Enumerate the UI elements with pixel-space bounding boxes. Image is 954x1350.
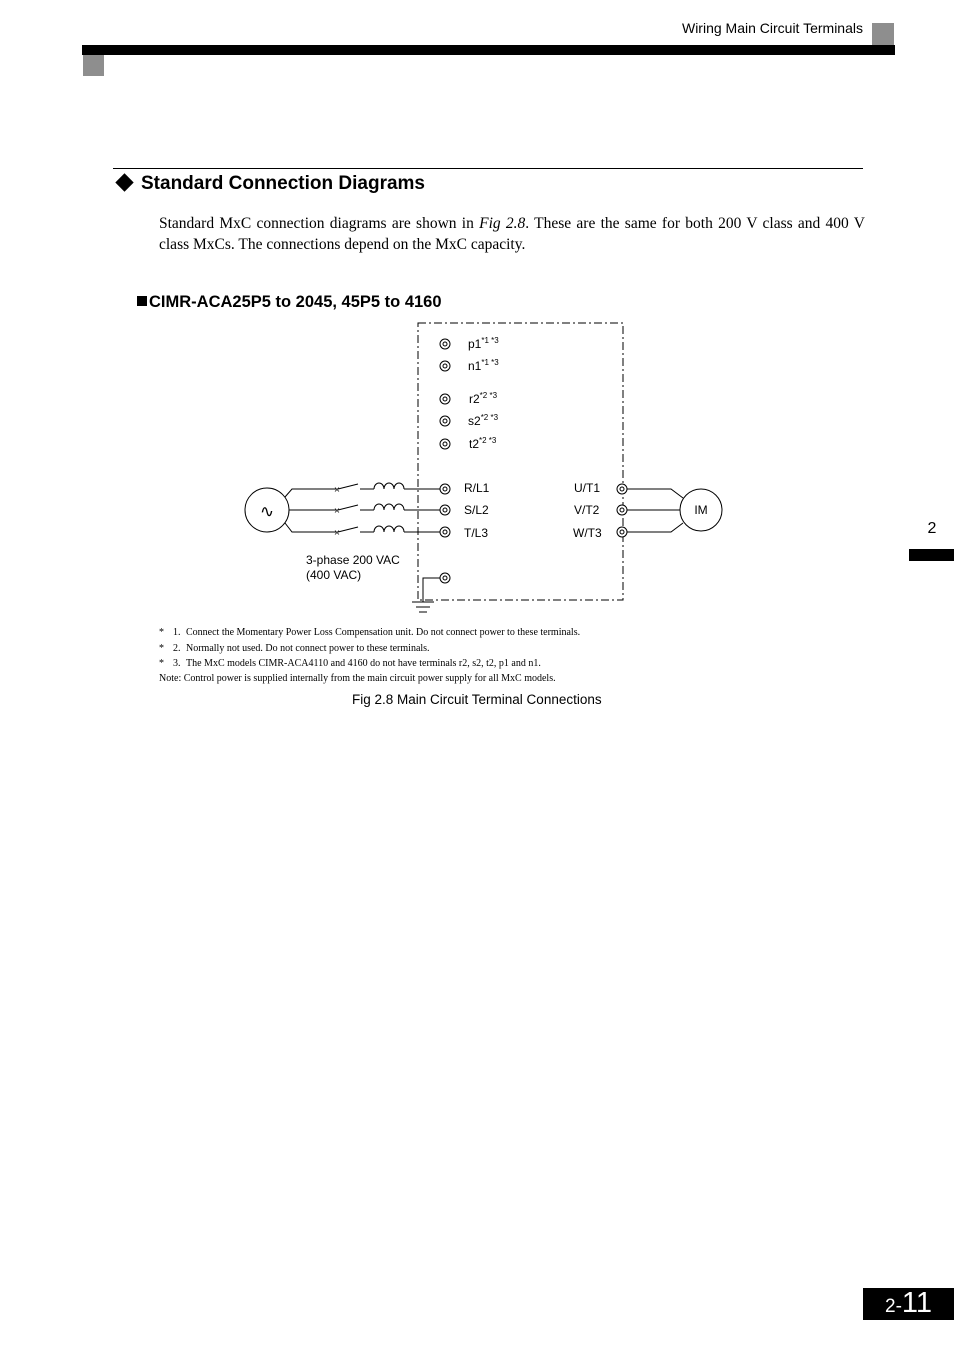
terminal-vt2-icon [617, 505, 627, 515]
page-number: 2-11 [885, 1287, 933, 1319]
ac-supply [245, 488, 289, 532]
figure-reference-link[interactable]: Fig 2.8 [479, 215, 526, 232]
terminal-sl2-label: S/L2 [464, 503, 489, 517]
output-wiring [627, 489, 683, 532]
terminal-n1 [440, 358, 499, 373]
subsection-heading-text: CIMR-ACA25P5 to 2045, 45P5 to 4160 [149, 293, 442, 311]
terminal-vt2-label: V/T2 [574, 503, 600, 517]
terminal-n1-icon [440, 361, 450, 371]
footnote-2: * 2. Normally not used. Do not connect power to these terminals. [159, 643, 430, 654]
terminal-ut1-label: U/T1 [574, 481, 601, 495]
induction-motor [680, 489, 722, 531]
control-power-note: Note: Control power is supplied internally from the main circuit power supply for all MxC models. [159, 673, 556, 684]
input-wiring [285, 483, 440, 532]
breaker-mark-l2: × [333, 506, 341, 515]
terminal-r2-icon [440, 394, 450, 404]
terminal-r2-label: $r2^{*2 *3}$ [469, 391, 498, 406]
terminal-n1-label: $n1^{*1 *3}$ [468, 358, 499, 373]
ground-terminal-icon [440, 573, 450, 583]
breaker-mark-l1: × [333, 485, 341, 494]
terminal-s2 [440, 413, 499, 428]
terminal-t2-label: $t2^{*2 *3}$ [469, 436, 497, 451]
terminal-wt3-icon [617, 527, 627, 537]
terminal-r2 [440, 391, 498, 406]
intro-text-1: Standard MxC connection diagrams are shown in [159, 215, 480, 232]
control-terminal-group [440, 336, 499, 451]
terminal-t2 [440, 436, 497, 451]
footnote-3: * 3. The MxC models CIMR-ACA4110 and 4160 do not have terminals r2, s2, t2, p1 and n1. [159, 658, 541, 669]
sine-wave-icon: ∿ [259, 502, 275, 522]
terminal-tl3-icon [440, 527, 450, 537]
terminal-wt3-label: W/T3 [573, 526, 602, 540]
terminal-ut1-icon [617, 484, 627, 494]
terminal-p1 [440, 336, 499, 351]
supply-label-line1: 3-phase 200 VAC [306, 553, 400, 567]
terminal-t2-icon [440, 439, 450, 449]
chapter-tab-number: 2 [927, 520, 937, 537]
intro-text-2: . These are the same for both 200 V class and 400 V class MxCs. The connections depend on the MxC capacity. [159, 215, 865, 253]
terminal-sl2-icon [440, 505, 450, 515]
footnote-1: * 1. Connect the Momentary Power Loss Compensation unit. Do not connect power to these terminals. [159, 627, 581, 638]
page-number-box [863, 1288, 954, 1320]
terminal-s2-icon [440, 416, 450, 426]
terminal-p1-label: $p1^{*1 *3}$ [468, 336, 499, 351]
motor-label: IM [694, 503, 708, 517]
figure-caption: Fig 2.8 Main Circuit Terminal Connections [352, 692, 602, 707]
terminal-rl1-icon [440, 484, 450, 494]
output-terminal-group [573, 481, 627, 540]
chapter-tab-bar [909, 549, 954, 561]
header-title: Wiring Main Circuit Terminals [681, 20, 863, 36]
supply-label-line2: (400 VAC) [306, 568, 362, 582]
section-heading-text: Standard Connection Diagrams [141, 173, 425, 194]
terminal-s2-label: $s2^{*2 *3}$ [468, 413, 499, 428]
terminal-p1-icon [440, 339, 450, 349]
terminal-tl3-label: T/L3 [464, 526, 489, 540]
breaker-mark-l3: × [333, 528, 341, 537]
terminal-rl1-label: R/L1 [464, 481, 490, 495]
input-terminal-group [440, 481, 490, 540]
